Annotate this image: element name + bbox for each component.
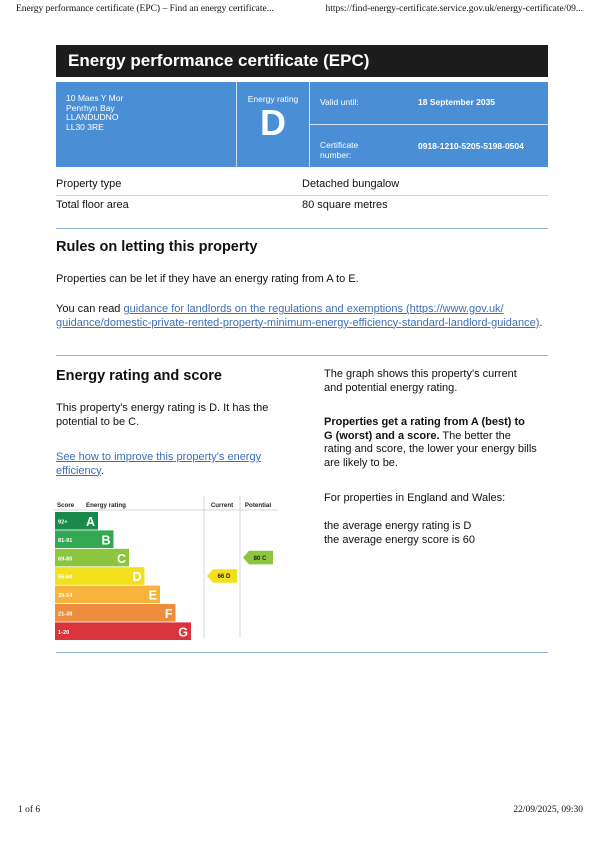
floor-area-label: Total floor area [56, 199, 129, 211]
print-page-title: Energy performance certificate (EPC) – Find an energy certificate... [16, 4, 274, 14]
rating-explanation: Properties get a rating from A (best) to G (worst) and a score. The better the rating and score, the lower your energy bills are likely to be. [324, 416, 537, 469]
rating-letter: C [116, 551, 126, 566]
current-rating-label: 66 D [217, 573, 231, 581]
address-line: LLANDUDNO [66, 112, 119, 123]
print-url: https://find-energy-certificate.service.gov.uk/energy-certificate/09... [325, 4, 583, 14]
score-range-label: 1-20 [58, 629, 70, 636]
letting-guidance: You can read guidance for landlords on the regulations and exemptions (https://www.gov.uk/ guidance/domestic-private-rented-property-minimum-energy-efficiency-standard-landlord-guidance). [56, 303, 543, 329]
rating-letter: G [178, 625, 188, 640]
table-divider [56, 195, 548, 196]
landlord-guidance-link[interactable]: guidance for landlords on the regulations and exemptions (https://www.gov.uk/ [123, 303, 504, 315]
certificate-number-value: 0918-1210-5205-5198-0504 [418, 141, 524, 151]
property-type-value: Detached bungalow [302, 178, 400, 190]
rating-letter: B [101, 533, 111, 548]
certificate-number-label: Certificate number: [320, 140, 359, 160]
score-range-label: 21-38 [58, 611, 73, 618]
score-range-label: 55-68 [58, 574, 73, 581]
rating-letter: F [164, 607, 173, 621]
divider [236, 82, 237, 167]
letting-heading: Rules on letting this property [56, 239, 258, 255]
energy-rating-letter: D [260, 102, 286, 143]
summary-box [56, 82, 548, 167]
rating-heading: Energy rating and score [56, 368, 222, 384]
improve-efficiency-link[interactable]: See how to improve this property's energy [56, 451, 262, 463]
rating-bar [80, 622, 191, 640]
rating-letter: E [148, 588, 157, 603]
property-type-label: Property type [56, 178, 122, 190]
valid-until-label: Valid until: [320, 97, 359, 107]
rating-letter: A [85, 515, 95, 529]
improve-efficiency: See how to improve this property's energy efficiency. [56, 451, 262, 477]
letting-text: Properties can be let if they have an energy rating from A to E. [56, 273, 359, 285]
address-line: LL30 3RE [66, 121, 104, 132]
section-rule [56, 355, 548, 356]
score-range-label: 81-91 [58, 537, 73, 544]
chart-header-current: Current [210, 502, 234, 509]
address-line: Penrhyn Bay [66, 102, 115, 113]
chart-header-rating: Energy rating [86, 502, 126, 509]
address-line: 10 Maes Y Mor [66, 93, 124, 103]
divider [309, 124, 548, 125]
score-range-label: 39-54 [58, 593, 73, 600]
region-note: For properties in England and Wales: [324, 492, 506, 504]
chart-header-potential: Potential [244, 502, 272, 509]
rating-letter: D [132, 570, 142, 585]
score-range-label: 69-80 [58, 556, 73, 563]
section-rule [56, 652, 548, 653]
page-title: Energy performance certificate (EPC) [56, 45, 548, 77]
floor-area-value: 80 square metres [302, 199, 388, 211]
rating-bar [80, 604, 176, 622]
averages: the average energy rating is D the average energy score is 60 [324, 520, 476, 546]
address [66, 94, 123, 132]
landlord-guidance-link-cont[interactable]: guidance/domestic-private-rented-property-minimum-energy-efficiency-standard-landlord-guidance) [56, 316, 540, 329]
energy-rating-chart [54, 496, 282, 640]
graph-description: The graph shows this property's current and potential energy rating. [324, 368, 517, 394]
energy-rating-label: Energy rating [247, 94, 299, 104]
valid-until-value: 18 September 2035 [418, 97, 496, 107]
score-range-label: 92+ [58, 519, 68, 526]
rating-text: This property's energy rating is D. It has the potential to be C. [56, 402, 269, 428]
section-rule [56, 228, 548, 229]
chart-header-score: Score [57, 502, 75, 509]
page-number: 1 of 6 [18, 805, 41, 815]
print-datetime: 22/09/2025, 09:30 [513, 805, 583, 815]
potential-rating-label: 80 C [253, 554, 267, 562]
improve-efficiency-link-cont[interactable]: efficiency [56, 464, 101, 477]
